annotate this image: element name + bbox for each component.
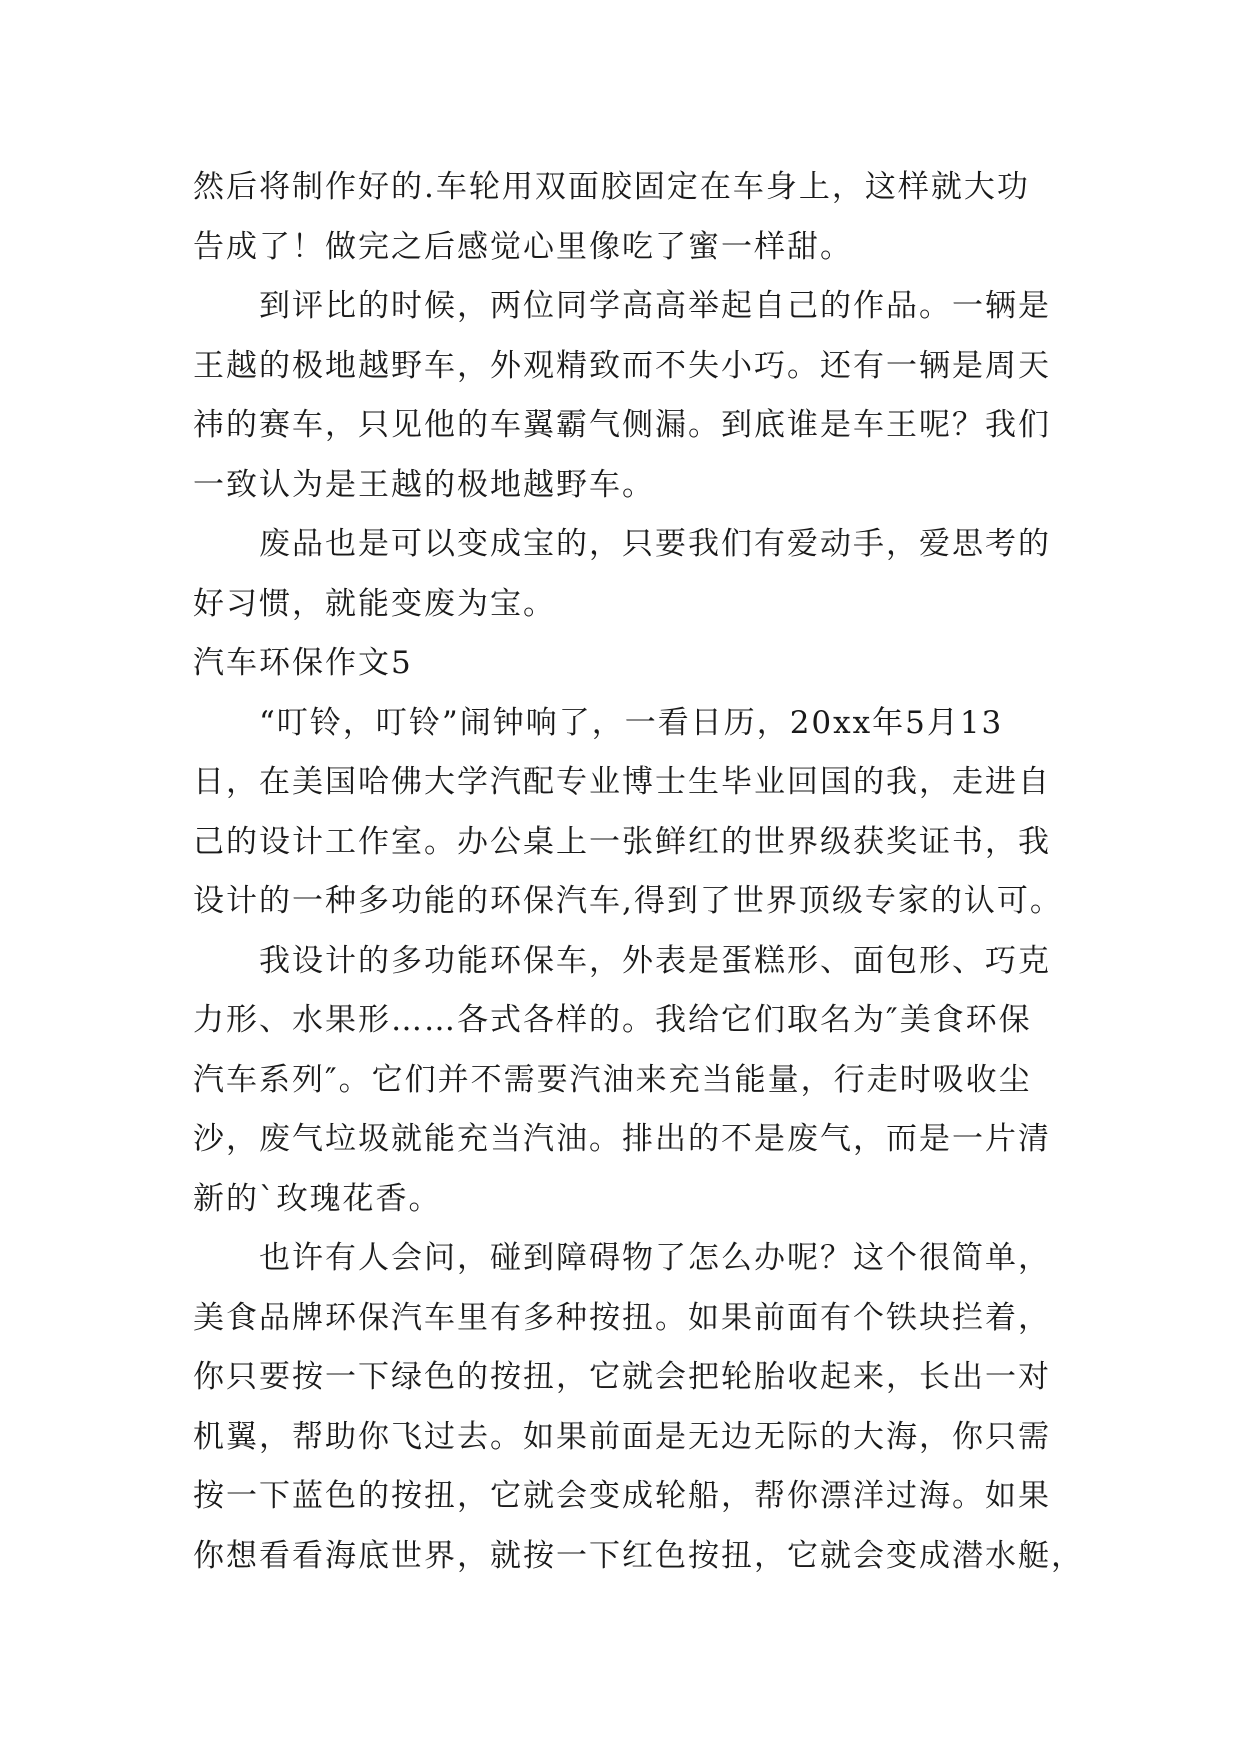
text-line-17: 沙，废气垃圾就能充当汽油。排出的不是废气，而是一片清 — [193, 1121, 1051, 1157]
text-line-21: 你只要按一下绿色的按扭，它就会把轮胎收起来，长出一对 — [193, 1359, 1051, 1395]
text-line-12: 己的设计工作室。办公桌上一张鲜红的世界级获奖证书，我 — [193, 823, 1051, 860]
text-line-20: 美食品牌环保汽车里有多种按扭。如果前面有个铁块拦着， — [193, 1299, 1051, 1336]
text-line-19: 也许有人会问，碰到障碍物了怎么办呢？这个很简单， — [259, 1240, 1051, 1276]
section-heading: 汽车环保作文5 — [193, 645, 413, 681]
text-line-1: 然后将制作好的.车轮用双面胶固定在车身上，这样就大功 — [193, 169, 1030, 205]
text-line-10: “叮铃，叮铃”闹钟响了，一看日历，20xx年5月13 — [259, 704, 1004, 741]
text-line-6: 一致认为是王越的极地越野车。 — [193, 466, 655, 503]
document-body — [193, 158, 1084, 1586]
text-line-5: 祎的赛车，只见他的车翼霸气侧漏。到底谁是车王呢？我们 — [193, 407, 1051, 443]
text-line-23: 按一下蓝色的按扭，它就会变成轮船，帮你漂洋过海。如果 — [193, 1478, 1051, 1514]
text-line-15: 力形、水果形……各式各样的。我给它们取名为″美食环保 — [193, 1002, 1032, 1038]
text-line-4: 王越的极地越野车，外观精致而不失小巧。还有一辆是周天 — [193, 347, 1051, 384]
text-line-22: 机翼，帮助你飞过去。如果前面是无边无际的大海，你只需 — [193, 1418, 1051, 1455]
text-line-3: 到评比的时候，两位同学高高举起自己的作品。一辆是 — [259, 288, 1051, 324]
text-line-7: 废品也是可以变成宝的，只要我们有爱动手，爱思考的 — [259, 526, 1051, 562]
text-line-16: 汽车系列″。它们并不需要汽油来充当能量，行走时吸收尘 — [193, 1061, 1032, 1098]
text-line-18: 新的`玫瑰花香。 — [193, 1180, 442, 1217]
text-line-24: 你想看看海底世界，就按一下红色按扭，它就会变成潜水艇， — [193, 1537, 1084, 1574]
text-line-11: 日，在美国哈佛大学汽配专业博士生毕业回国的我，走进自 — [193, 764, 1051, 800]
text-line-8: 好习惯，就能变废为宝。 — [193, 585, 556, 622]
text-line-2: 告成了！做完之后感觉心里像吃了蜜一样甜。 — [193, 228, 853, 265]
text-line-14: 我设计的多功能环保车，外表是蛋糕形、面包形、巧克 — [259, 942, 1051, 979]
text-line-13: 设计的一种多功能的环保汽车,得到了世界顶级专家的认可。 — [193, 883, 1063, 919]
